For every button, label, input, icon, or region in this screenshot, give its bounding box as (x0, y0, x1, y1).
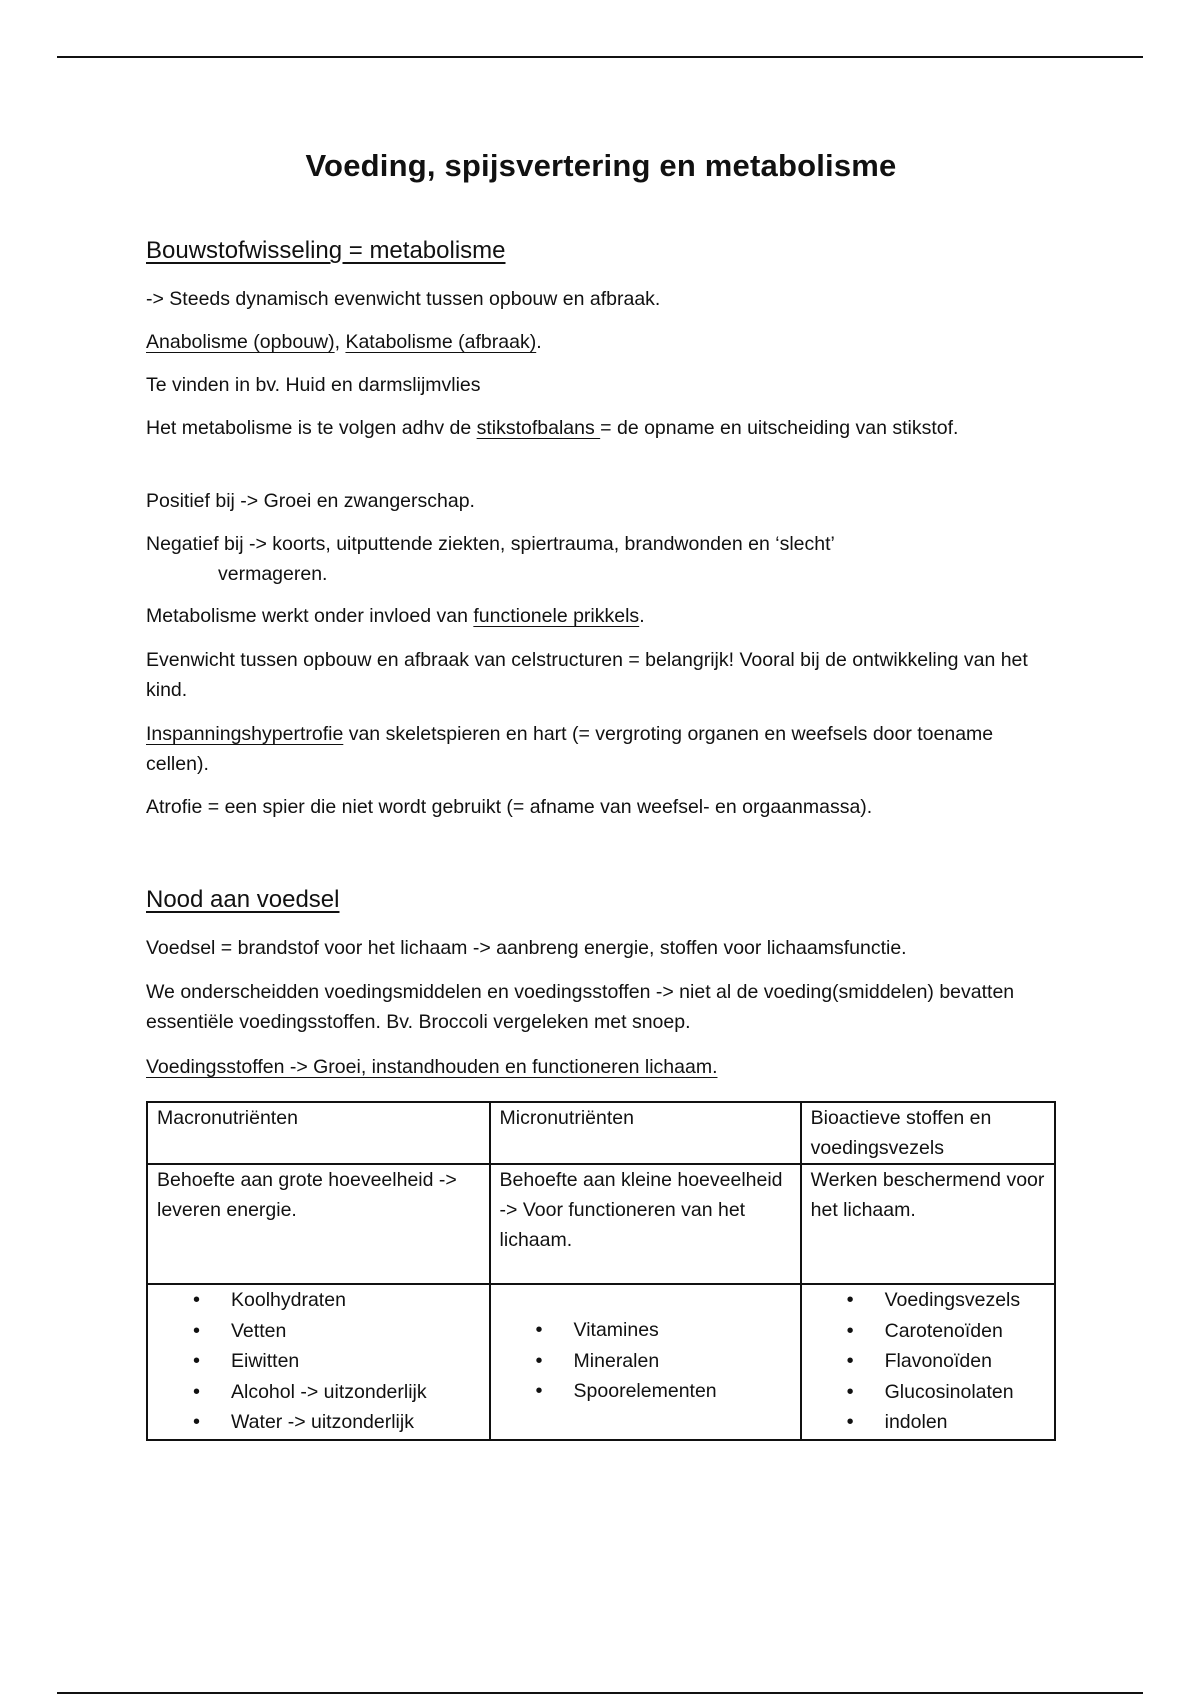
list-item: • Mineralen (574, 1346, 791, 1377)
table-row (147, 1284, 1055, 1440)
list-item: • Alcohol -> uitzonderlijk (231, 1377, 480, 1408)
paragraph: We onderscheidden voedingsmiddelen en voedingsstoffen -> niet al de voeding(smiddelen) bevatten essentiële voedingsstoffen. Bv. Broccoli vergeleken met snoep. (146, 981, 1015, 1033)
list-item: • Glucosinolaten (885, 1377, 1045, 1408)
list-item: • Voedingsvezels (885, 1285, 1045, 1316)
header-rule (57, 56, 1143, 58)
table-header-cell: Macronutriënten (147, 1102, 490, 1164)
underlined-term: functionele prikkels (473, 605, 640, 627)
table-header-cell: Bioactieve stoffen en voedingsvezels (801, 1102, 1055, 1164)
text-line: Negatief bij -> koorts, uitputtende ziekten, spiertrauma, brandwonden en ‘slecht’ (146, 533, 835, 555)
bullet-list (500, 1285, 791, 1407)
underlined-term: Anabolisme (opbouw) (146, 331, 335, 353)
section-heading-metabolism: Bouwstofwisseling = metabolisme (146, 237, 506, 264)
paragraph (146, 413, 1051, 443)
list-item: • Carotenoïden (885, 1316, 1045, 1347)
table-cell (801, 1284, 1055, 1440)
underlined-term: Katabolisme (afbraak) (345, 331, 537, 353)
list-item: • indolen (885, 1407, 1045, 1438)
text-segment: Het metabolisme is te volgen adhv de (146, 417, 477, 439)
list-item: • Flavonoïden (885, 1346, 1045, 1377)
paragraph: Atrofie = een spier die niet wordt gebruikt (= afname van weefsel- en orgaanmassa). (146, 796, 873, 818)
paragraph: Evenwicht tussen opbouw en afbraak van celstructuren = belangrijk! Vooral bij de ontwikkeling van het kind. (146, 649, 1028, 701)
paragraph: Te vinden in bv. Huid en darmslijmvlies (146, 374, 481, 396)
list-item: • Eiwitten (231, 1346, 480, 1377)
section-heading-food-need: Nood aan voedsel (146, 886, 340, 913)
text-segment: = de opname en uitscheiding van stikstof. (600, 417, 959, 439)
table-header-row (147, 1102, 1055, 1164)
paragraph (146, 327, 1051, 357)
paragraph: Positief bij -> Groei en zwangerschap. (146, 490, 475, 512)
table-cell: Behoefte aan kleine hoeveelheid -> Voor functioneren van het lichaam. (490, 1164, 801, 1284)
paragraph: Voedsel = brandstof voor het lichaam -> aanbreng energie, stoffen voor lichaamsfunctie. (146, 937, 907, 959)
list-item: • Spoorelementen (574, 1376, 791, 1407)
paragraph (146, 529, 1051, 589)
underlined-term: Inspanningshypertrofie (146, 723, 344, 745)
underlined-term: stikstofbalans (476, 417, 601, 439)
underlined-term: Voedingsstoffen -> Groei, instandhouden en functioneren lichaam. (146, 1056, 718, 1078)
paragraph (146, 1052, 1051, 1082)
text-segment: van skeletspieren en hart (= vergroting organen en weefsels door toename cellen). (146, 723, 994, 775)
list-item: • Vitamines (574, 1315, 791, 1346)
table-cell (490, 1284, 801, 1440)
text-line-indented: vermageren. (218, 563, 328, 585)
text-end: . (536, 331, 542, 353)
list-item: • Vetten (231, 1316, 480, 1347)
text-segment: Metabolisme werkt onder invloed van (146, 605, 474, 627)
footer-rule (57, 1692, 1143, 1694)
text-separator: , (334, 331, 346, 353)
bullet-list (811, 1285, 1045, 1438)
paragraph (146, 719, 1051, 779)
list-item: • Koolhydraten (231, 1285, 480, 1316)
table-header-cell: Micronutriënten (490, 1102, 801, 1164)
paragraph: -> Steeds dynamisch evenwicht tussen opbouw en afbraak. (146, 288, 661, 310)
bullet-list (157, 1285, 480, 1438)
table-row (147, 1164, 1055, 1284)
text-segment: . (639, 605, 645, 627)
list-item: • Water -> uitzonderlijk (231, 1407, 480, 1438)
table-cell: Behoefte aan grote hoeveelheid -> leveren energie. (147, 1164, 490, 1284)
paragraph (146, 601, 1051, 631)
page-title: Voeding, spijsvertering en metabolisme (305, 148, 897, 183)
table-cell (147, 1284, 490, 1440)
nutrients-table (146, 1101, 1056, 1441)
table-cell: Werken beschermend voor het lichaam. (801, 1164, 1055, 1284)
